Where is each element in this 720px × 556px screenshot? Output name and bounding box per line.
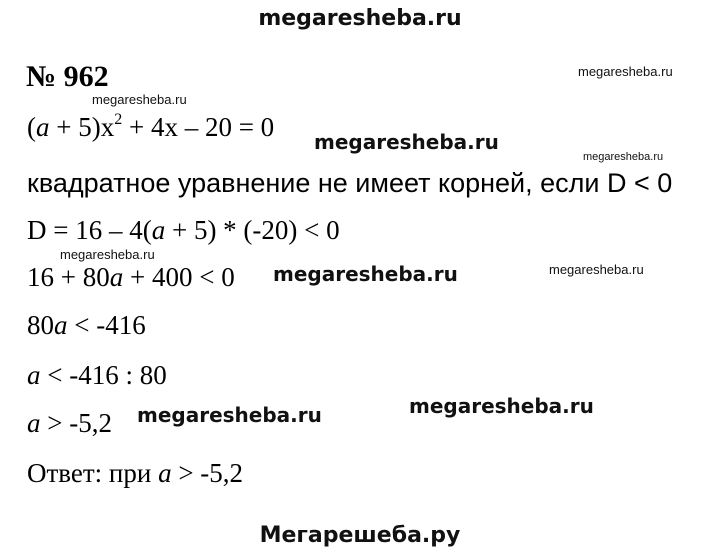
header-site-name: megaresheba.ru	[258, 6, 462, 31]
watermark-small: megaresheba.ru	[549, 262, 644, 277]
problem-number: № 962	[26, 60, 109, 93]
condition-line: квадратное уравнение не имеет корней, если D < 0	[27, 168, 673, 198]
watermark-small: megaresheba.ru	[578, 64, 673, 79]
watermark-small: megaresheba.ru	[92, 92, 187, 107]
simplified-inequality-line: 80a < -416	[27, 310, 146, 340]
watermark-bold: megaresheba.ru	[409, 394, 594, 418]
equation-line: $(a + 5)x^2 + 4x - 20 = 0$	[27, 111, 275, 142]
division-line: a < -416 : 80	[27, 360, 167, 390]
variable-a: a	[36, 112, 50, 142]
exponent: 2	[114, 111, 123, 128]
watermark-bold: megaresheba.ru	[137, 403, 322, 427]
result-line: a > -5,2	[27, 408, 112, 438]
answer-line: Ответ: при a > -5,2	[27, 458, 244, 488]
watermark-small: megaresheba.ru	[60, 247, 155, 262]
watermark-bold: megaresheba.ru	[314, 130, 499, 154]
footer-site-name: Мегарешеба.ру	[259, 523, 461, 548]
discriminant-line: D = 16 – 4(a + 5) * (-20) < 0	[27, 215, 340, 245]
watermark-bold: megaresheba.ru	[273, 262, 458, 286]
watermark-small: megaresheba.ru	[583, 151, 664, 163]
expanded-inequality-line: 16 + 80a + 400 < 0	[27, 262, 235, 292]
